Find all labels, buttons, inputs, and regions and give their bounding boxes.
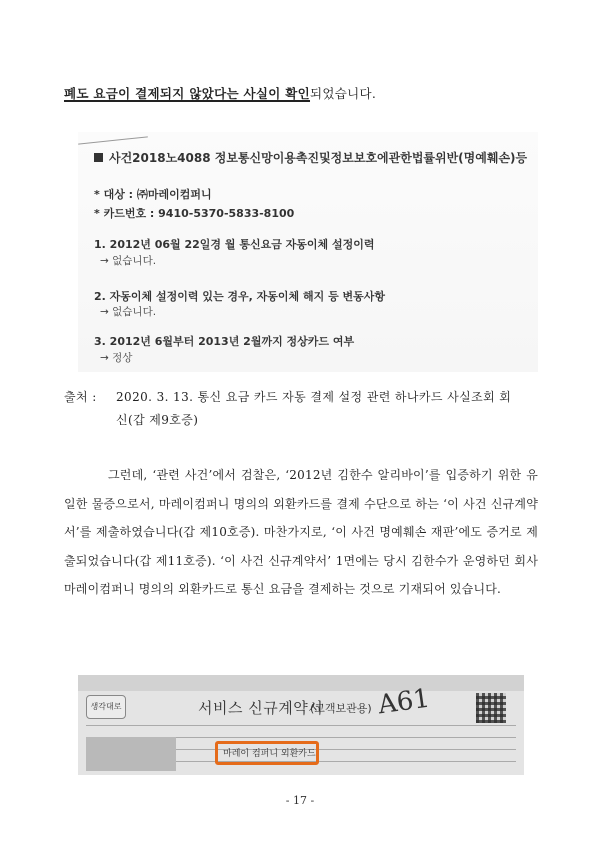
body-paragraph [64, 461, 538, 604]
contract-scan [78, 675, 524, 775]
target-line: * 대상 : ㈜마레이컴퍼니 [94, 188, 212, 201]
contract-subtitle: (고객보관용) [310, 702, 372, 715]
page-number: - 17 - [285, 794, 315, 807]
square-bullet-icon [94, 153, 103, 162]
card-number-line: * 카드번호 : 9410-5370-5833-8100 [94, 207, 295, 220]
answer-3: → 정상 [100, 352, 133, 364]
top-line [64, 84, 376, 102]
source-line-1: 2020. 3. 13. 통신 요금 카드 자동 결제 설정 관련 하나카드 사실조회 회 [116, 390, 512, 404]
contract-title: 서비스 신규계약서 [198, 699, 324, 717]
question-2: 2. 자동이체 설정이력 있는 경우, 자동이체 해지 등 변동사항 [94, 290, 386, 303]
question-3: 3. 2012년 6월부터 2013년 2월까지 정상카드 여부 [94, 335, 355, 348]
underlined-phrase: 폐도 요금이 결제되지 않았다는 사실이 확인 [64, 86, 311, 101]
qr-code-icon [476, 693, 506, 723]
contract-handwriting: A61 [376, 683, 432, 721]
source-label: 출처 : [64, 390, 97, 404]
top-line-rest: 되었습니다. [310, 86, 377, 101]
case-title-text: 사건2018노4088 정보통신망이용촉진및정보보호에관한법률위반(명예훼손)등 [109, 151, 528, 165]
source-line-2: 신(갑 제9호증) [116, 413, 199, 427]
contract-logo: 생각대로 [86, 695, 126, 719]
question-1: 1. 2012년 06월 22일경 월 통신요금 자동이체 설정이력 [94, 238, 375, 251]
answer-1: → 없습니다. [100, 255, 157, 267]
highlighted-card-text: 마레이 컴퍼니 외환카드 [223, 749, 316, 759]
contract-gray-cell [86, 737, 176, 771]
answer-2: → 없습니다. [100, 306, 157, 318]
orange-highlight-box [215, 741, 319, 765]
contract-header-strip [78, 675, 524, 691]
case-title [94, 149, 527, 166]
source-citation [64, 386, 544, 432]
body-paragraph-text: 그런데, ‘관련 사건’에서 검찰은, ‘2012년 김한수 알리바이’를 입증하기 위한 유일한 물증으로서, 마레이컴퍼니 명의의 외환카드를 결제 수단으로 하는 ‘이 사건 신규계약서’를 제출하였습니다(갑 제10호증). 마찬가지로, ‘이 사건 명예훼손 재판’에도 증거로 제출되었습니다(갑 제11호증). ‘이 사건 신규계약서’ 1면에는 당시 김한수가 운영하던 회사 마레이컴퍼니 명의의 외환카드로 통신 요금을 결제하는 것으로 기재되어 있습니다. [64, 468, 538, 596]
